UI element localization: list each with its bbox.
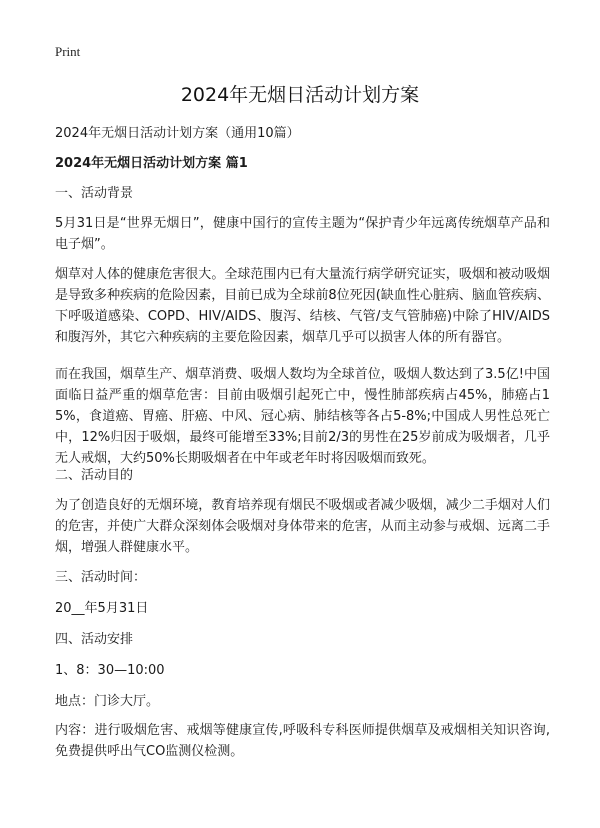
paragraph-background-1: 5月31日是“世界无烟日”，健康中国行的宣传主题为“保护青少年远离传统烟草产品和电子烟”。 [55, 216, 550, 252]
paragraph-background-3: 而在我国，烟草生产、烟草消费、吸烟人数均为全球首位，吸烟人数达到了3.5亿!中国面临日益严重的烟草危害：目前由吸烟引起死亡中，慢性肺部疾病占45%，肺癌占15%，食道癌、胃癌、肝癌、中风、冠心病、肺结核等各占5-8%;中国成人男性总死亡中，12%归因于吸烟，最终可能增至33%;目前2/3的男性在25岁前成为吸烟者，几乎无人戒烟，大约50%长期吸烟者在中年或老年时将因吸烟而致死。 [55, 367, 550, 466]
time-value: 20__年5月31日 [55, 601, 149, 616]
page-title: 2024年无烟日活动计划方案 [180, 84, 420, 106]
section-heading-time: 三、活动时间： [55, 570, 147, 585]
section-heading-purpose: 二、活动目的 [55, 468, 134, 483]
paragraph-background-2: 烟草对人体的健康危害很大。全球范围内已有大量流行病学研究证实，吸烟和被动吸烟是导致多种疾病的危险因素，目前已成为全球前8位死因(缺血性心脏病、脑血管疾病、下呼吸道感染、COPD、HIV/AIDS、腹泻、结核、气管/支气管肺癌)中除了HIV/AIDS和腹泻外，其它六种疾病的主要危险因素，烟草几乎可以损害人体的所有器官。 [55, 267, 550, 345]
document-subtitle: 2024年无烟日活动计划方案（通用10篇） [55, 126, 300, 141]
content-text: 内容：进行吸烟危害、戒烟等健康宣传,呼吸科专科医师提供烟草及戒烟相关知识咨询,免费提供呼出气CO监测仪检测。 [55, 723, 550, 759]
schedule-item: 1、8：30—10:00 [55, 663, 165, 678]
location-text: 地点：门诊大厅。 [55, 694, 160, 709]
print-link[interactable]: Print [55, 44, 81, 59]
section-heading-schedule: 四、活动安排 [55, 632, 134, 647]
article-title: 2024年无烟日活动计划方案 篇1 [55, 156, 248, 171]
section-heading-background: 一、活动背景 [55, 186, 134, 201]
paragraph-purpose: 为了创造良好的无烟环境，教育培养现有烟民不吸烟或者减少吸烟，减少二手烟对人们的危害，并使广大群众深刻体会吸烟对身体带来的危害，从而主动参与戒烟、远离二手烟，增强人群健康水平。 [55, 498, 550, 555]
